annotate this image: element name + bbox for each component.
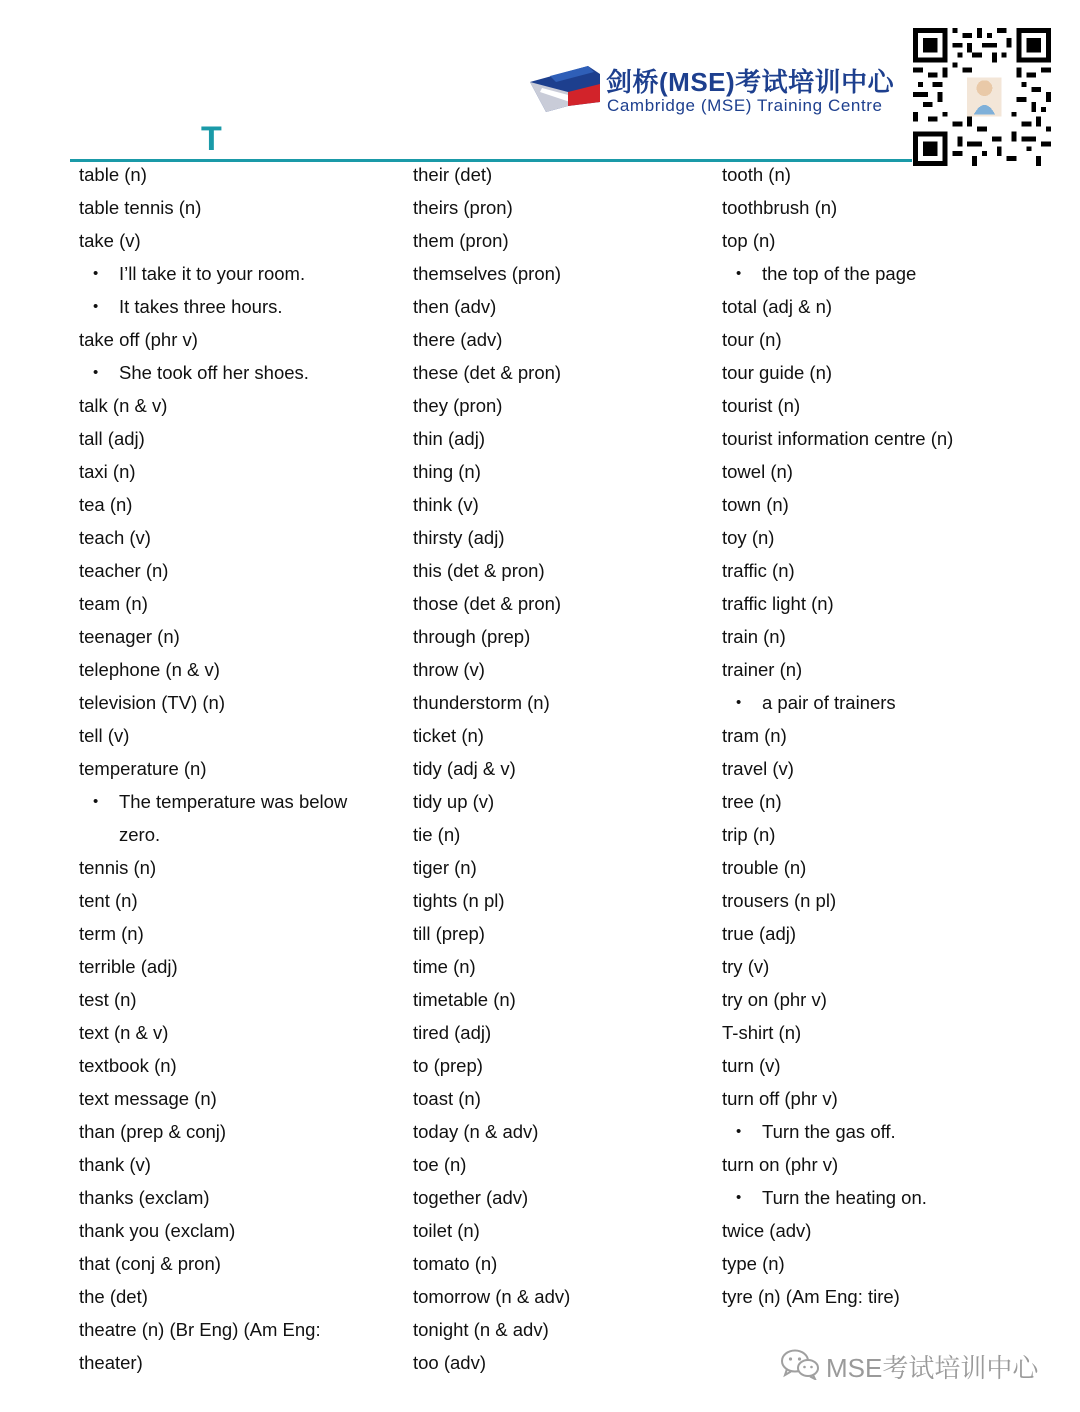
- vocab-entry: [722, 290, 1022, 323]
- entry-text: terrible (adj): [79, 956, 178, 977]
- vocab-entry: [79, 884, 399, 917]
- vocab-entry: [79, 488, 399, 521]
- entry-text: trip (n): [722, 824, 776, 845]
- vocab-entry: [79, 455, 399, 488]
- bullet-icon: •: [93, 793, 99, 810]
- vocab-entry: [79, 851, 399, 884]
- entry-text: thin (adj): [413, 428, 485, 449]
- entry-text: tree (n): [722, 791, 782, 812]
- vocab-entry: [413, 422, 713, 455]
- entry-text: talk (n & v): [79, 395, 168, 416]
- word-column-1: [79, 158, 399, 1379]
- vocab-entry: [722, 653, 1022, 686]
- entry-text: timetable (n): [413, 989, 516, 1010]
- vocab-entry: [413, 1247, 713, 1280]
- entry-text: type (n): [722, 1253, 785, 1274]
- entry-text: thunderstorm (n): [413, 692, 550, 713]
- section-letter: T: [201, 120, 222, 158]
- entry-text: thank you (exclam): [79, 1220, 236, 1241]
- entry-text: textbook (n): [79, 1055, 177, 1076]
- vocab-entry: [79, 917, 399, 950]
- entry-text: turn (v): [722, 1055, 781, 1076]
- entry-text: themselves (pron): [413, 263, 562, 284]
- vocab-entry: [79, 1214, 399, 1247]
- bullet-icon: •: [736, 265, 742, 282]
- entry-text: zero.: [119, 824, 161, 845]
- vocab-entry: [413, 224, 713, 257]
- vocab-entry: [79, 1346, 399, 1379]
- vocab-entry: [79, 389, 399, 422]
- entry-text: temperature (n): [79, 758, 207, 779]
- entry-text: theirs (pron): [413, 197, 513, 218]
- vocab-entry: [413, 818, 713, 851]
- entry-text: trouble (n): [722, 857, 807, 878]
- vocab-entry: [413, 752, 713, 785]
- entry-text: that (conj & pron): [79, 1253, 221, 1274]
- vocab-entry: [79, 1247, 399, 1280]
- vocab-entry: [413, 653, 713, 686]
- entry-text: thirsty (adj): [413, 527, 505, 548]
- bullet-icon: •: [736, 1123, 742, 1140]
- qr-code-icon[interactable]: [912, 28, 1052, 166]
- vocab-entry: [413, 1082, 713, 1115]
- entry-text: T-shirt (n): [722, 1022, 802, 1043]
- vocab-entry: [722, 158, 1022, 191]
- vocab-entry: [722, 455, 1022, 488]
- entry-text: ticket (n): [413, 725, 484, 746]
- vocab-entry: [79, 323, 399, 356]
- entry-text: turn off (phr v): [722, 1088, 838, 1109]
- vocab-entry: [79, 620, 399, 653]
- vocab-entry: [413, 1313, 713, 1346]
- entry-text: true (adj): [722, 923, 797, 944]
- example-sentence: [79, 290, 399, 323]
- vocab-entry: [79, 1049, 399, 1082]
- page-header: [0, 0, 1080, 170]
- entry-text: tidy (adj & v): [413, 758, 516, 779]
- vocab-entry: [413, 389, 713, 422]
- entry-text: thing (n): [413, 461, 481, 482]
- entry-text: they (pron): [413, 395, 503, 416]
- entry-text: try (v): [722, 956, 770, 977]
- vocab-entry: [79, 1181, 399, 1214]
- entry-text: toy (n): [722, 527, 775, 548]
- vocab-entry: [413, 884, 713, 917]
- entry-text: Turn the gas off.: [762, 1121, 896, 1142]
- example-sentence: [79, 818, 399, 851]
- vocab-entry: [79, 1115, 399, 1148]
- vocab-entry: [413, 1148, 713, 1181]
- vocab-entry: [79, 719, 399, 752]
- vocab-entry: [79, 224, 399, 257]
- vocab-entry: [413, 950, 713, 983]
- entry-text: Turn the heating on.: [762, 1187, 927, 1208]
- entry-text: take (v): [79, 230, 141, 251]
- example-sentence: [722, 686, 1022, 719]
- entry-text: theater): [79, 1352, 143, 1373]
- entry-text: traffic light (n): [722, 593, 834, 614]
- vocab-entry: [79, 686, 399, 719]
- cambridge-logo-icon: [528, 62, 602, 114]
- vocab-entry: [413, 851, 713, 884]
- entry-text: table (n): [79, 164, 147, 185]
- entry-text: tonight (n & adv): [413, 1319, 549, 1340]
- vocab-entry: [413, 323, 713, 356]
- vocab-entry: [79, 422, 399, 455]
- entry-text: their (det): [413, 164, 493, 185]
- word-column-3: [722, 158, 1022, 1313]
- entry-text: traffic (n): [722, 560, 795, 581]
- vocab-entry: [413, 488, 713, 521]
- vocab-entry: [722, 1280, 1022, 1313]
- entry-text: It takes three hours.: [119, 296, 283, 317]
- vocab-entry: [722, 1082, 1022, 1115]
- vocab-entry: [722, 356, 1022, 389]
- vocab-entry: [79, 554, 399, 587]
- entry-text: The temperature was below: [119, 791, 348, 812]
- entry-text: tiger (n): [413, 857, 477, 878]
- entry-text: till (prep): [413, 923, 485, 944]
- example-sentence: [79, 356, 399, 389]
- vocab-entry: [413, 1115, 713, 1148]
- entry-text: tourist (n): [722, 395, 801, 416]
- entry-text: trainer (n): [722, 659, 803, 680]
- entry-text: today (n & adv): [413, 1121, 539, 1142]
- entry-text: thanks (exclam): [79, 1187, 210, 1208]
- entry-text: telephone (n & v): [79, 659, 220, 680]
- vocab-entry: [722, 1148, 1022, 1181]
- vocab-entry: [79, 1082, 399, 1115]
- vocab-entry: [79, 752, 399, 785]
- entry-text: the (det): [79, 1286, 148, 1307]
- entry-text: those (det & pron): [413, 593, 562, 614]
- vocab-entry: [413, 1049, 713, 1082]
- entry-text: there (adv): [413, 329, 503, 350]
- entry-text: then (adv): [413, 296, 497, 317]
- entry-text: to (prep): [413, 1055, 483, 1076]
- entry-text: tyre (n) (Am Eng: tire): [722, 1286, 900, 1307]
- entry-text: try on (phr v): [722, 989, 827, 1010]
- vocab-entry: [722, 1247, 1022, 1280]
- vocab-entry: [722, 719, 1022, 752]
- vocab-entry: [413, 290, 713, 323]
- entry-text: text (n & v): [79, 1022, 169, 1043]
- vocab-entry: [413, 1181, 713, 1214]
- vocab-entry: [79, 521, 399, 554]
- example-sentence: [79, 257, 399, 290]
- vocab-entry: [413, 983, 713, 1016]
- vocab-entry: [413, 257, 713, 290]
- entry-text: tooth (n): [722, 164, 791, 185]
- entry-text: thank (v): [79, 1154, 151, 1175]
- vocab-entry: [722, 389, 1022, 422]
- vocab-entry: [722, 422, 1022, 455]
- vocab-entry: [413, 1280, 713, 1313]
- vocab-entry: [79, 587, 399, 620]
- entry-text: tell (v): [79, 725, 130, 746]
- vocab-entry: [722, 554, 1022, 587]
- bullet-icon: •: [93, 298, 99, 315]
- vocab-entry: [413, 356, 713, 389]
- entry-text: table tennis (n): [79, 197, 202, 218]
- vocab-entry: [413, 554, 713, 587]
- vocab-entry: [722, 950, 1022, 983]
- brand-english-name: Cambridge (MSE) Training Centre: [607, 96, 883, 115]
- vocab-entry: [722, 224, 1022, 257]
- entry-text: theatre (n) (Br Eng) (Am Eng:: [79, 1319, 321, 1340]
- entry-text: throw (v): [413, 659, 485, 680]
- entry-text: toothbrush (n): [722, 197, 838, 218]
- vocab-entry: [413, 686, 713, 719]
- entry-text: tent (n): [79, 890, 138, 911]
- entry-text: trousers (n pl): [722, 890, 837, 911]
- entry-text: time (n): [413, 956, 476, 977]
- entry-text: town (n): [722, 494, 789, 515]
- vocab-entry: [413, 191, 713, 224]
- entry-text: total (adj & n): [722, 296, 833, 317]
- entry-text: teenager (n): [79, 626, 180, 647]
- vocab-entry: [722, 1049, 1022, 1082]
- vocab-entry: [722, 587, 1022, 620]
- entry-text: term (n): [79, 923, 144, 944]
- bullet-icon: •: [93, 265, 99, 282]
- word-column-2: [413, 158, 713, 1379]
- vocab-entry: [413, 917, 713, 950]
- vocab-entry: [722, 884, 1022, 917]
- entry-text: tomorrow (n & adv): [413, 1286, 571, 1307]
- entry-text: tall (adj): [79, 428, 145, 449]
- watermark-text: MSE考试培训中心: [826, 1353, 1039, 1383]
- entry-text: tourist information centre (n): [722, 428, 954, 449]
- entry-text: twice (adv): [722, 1220, 812, 1241]
- entry-text: toilet (n): [413, 1220, 480, 1241]
- entry-text: think (v): [413, 494, 479, 515]
- entry-text: tidy up (v): [413, 791, 495, 812]
- vocab-entry: [722, 983, 1022, 1016]
- vocab-entry: [79, 1016, 399, 1049]
- entry-text: take off (phr v): [79, 329, 198, 350]
- brand-chinese-name: 剑桥(MSE)考试培训中心: [606, 67, 895, 97]
- vocab-entry: [722, 1214, 1022, 1247]
- entry-text: the top of the page: [762, 263, 917, 284]
- vocab-entry: [413, 620, 713, 653]
- entry-text: television (TV) (n): [79, 692, 225, 713]
- vocab-entry: [79, 983, 399, 1016]
- example-sentence: [722, 257, 1022, 290]
- entry-text: I’ll take it to your room.: [119, 263, 306, 284]
- vocab-entry: [413, 455, 713, 488]
- entry-text: than (prep & conj): [79, 1121, 227, 1142]
- vocab-entry: [79, 158, 399, 191]
- bullet-icon: •: [736, 694, 742, 711]
- bullet-icon: •: [93, 364, 99, 381]
- entry-text: train (n): [722, 626, 786, 647]
- entry-text: test (n): [79, 989, 137, 1010]
- vocab-entry: [722, 785, 1022, 818]
- entry-text: teacher (n): [79, 560, 169, 581]
- entry-text: tour (n): [722, 329, 782, 350]
- vocab-entry: [413, 1214, 713, 1247]
- entry-text: top (n): [722, 230, 776, 251]
- example-sentence: [722, 1181, 1022, 1214]
- entry-text: tomato (n): [413, 1253, 498, 1274]
- entry-text: tights (n pl): [413, 890, 505, 911]
- vocab-entry: [722, 191, 1022, 224]
- entry-text: this (det & pron): [413, 560, 545, 581]
- vocab-entry: [722, 818, 1022, 851]
- entry-text: travel (v): [722, 758, 794, 779]
- vocab-entry: [722, 620, 1022, 653]
- vocab-entry: [722, 917, 1022, 950]
- entry-text: these (det & pron): [413, 362, 562, 383]
- vocab-entry: [722, 851, 1022, 884]
- entry-text: toe (n): [413, 1154, 467, 1175]
- entry-text: too (adv): [413, 1352, 487, 1373]
- entry-text: team (n): [79, 593, 148, 614]
- vocab-entry: [413, 785, 713, 818]
- vocab-entry: [79, 1280, 399, 1313]
- entry-text: together (adv): [413, 1187, 529, 1208]
- entry-text: a pair of trainers: [762, 692, 896, 713]
- entry-text: text message (n): [79, 1088, 217, 1109]
- vocab-entry: [79, 1148, 399, 1181]
- example-sentence: [79, 785, 399, 818]
- vocab-entry: [413, 719, 713, 752]
- vocab-entry: [413, 1016, 713, 1049]
- entry-text: through (prep): [413, 626, 531, 647]
- entry-text: She took off her shoes.: [119, 362, 309, 383]
- vocab-entry: [413, 1346, 713, 1379]
- vocab-entry: [722, 488, 1022, 521]
- wechat-icon: [780, 1348, 820, 1380]
- entry-text: turn on (phr v): [722, 1154, 839, 1175]
- vocab-entry: [722, 1016, 1022, 1049]
- entry-text: toast (n): [413, 1088, 481, 1109]
- entry-text: teach (v): [79, 527, 151, 548]
- vocab-entry: [79, 191, 399, 224]
- example-sentence: [722, 1115, 1022, 1148]
- vocab-entry: [722, 752, 1022, 785]
- entry-text: taxi (n): [79, 461, 136, 482]
- entry-text: tram (n): [722, 725, 787, 746]
- vocab-entry: [722, 323, 1022, 356]
- entry-text: tennis (n): [79, 857, 157, 878]
- bullet-icon: •: [736, 1189, 742, 1206]
- entry-text: tired (adj): [413, 1022, 492, 1043]
- vocab-entry: [413, 521, 713, 554]
- vocab-entry: [722, 521, 1022, 554]
- vocab-entry: [413, 587, 713, 620]
- vocab-entry: [79, 950, 399, 983]
- vocab-entry: [79, 1313, 399, 1346]
- entry-text: towel (n): [722, 461, 793, 482]
- vocab-entry: [413, 158, 713, 191]
- vocab-entry: [79, 653, 399, 686]
- entry-text: tea (n): [79, 494, 133, 515]
- entry-text: tie (n): [413, 824, 461, 845]
- entry-text: them (pron): [413, 230, 509, 251]
- entry-text: tour guide (n): [722, 362, 833, 383]
